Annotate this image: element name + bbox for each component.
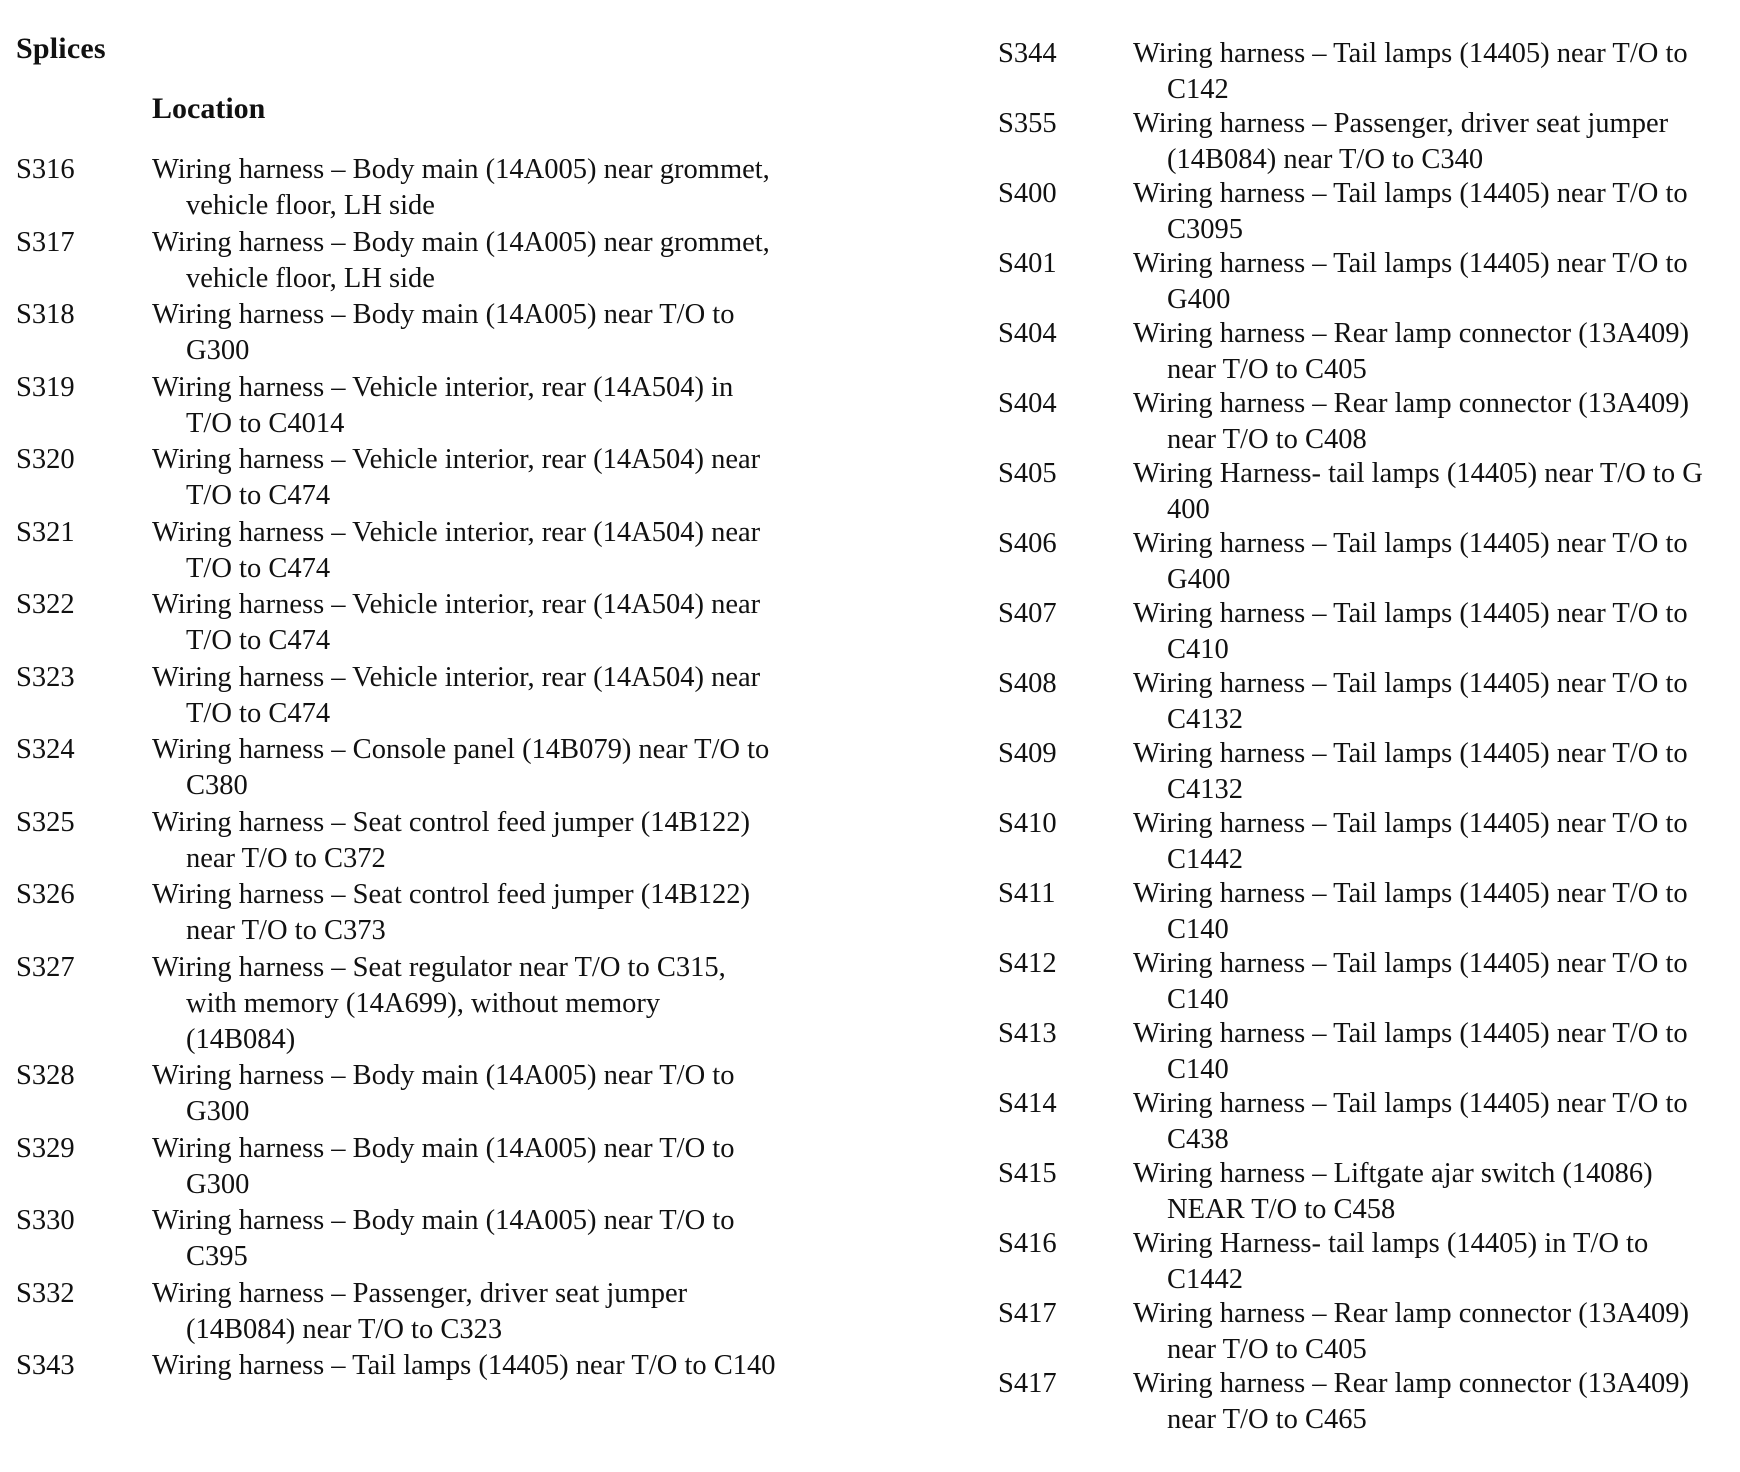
splice-code: S412 — [998, 948, 1057, 979]
splice-row — [16, 225, 876, 298]
splice-location: Wiring harness – Seat control feed jumper (14B122) near T/O to C372 — [152, 806, 750, 874]
splice-location: Wiring harness – Tail lamps (14405) near T/O to C140 — [1133, 878, 1688, 945]
splice-code: S343 — [16, 1350, 75, 1381]
splice-row — [16, 1348, 876, 1421]
splice-row — [16, 1058, 876, 1131]
section-title: Splices — [16, 32, 106, 65]
splice-row — [16, 1276, 876, 1349]
splice-row — [998, 666, 1728, 736]
splice-row — [16, 732, 876, 805]
splice-code: S414 — [998, 1088, 1057, 1119]
splice-row — [998, 316, 1728, 386]
splice-code: S405 — [998, 458, 1057, 489]
splice-row — [998, 1016, 1728, 1086]
splice-row — [16, 515, 876, 588]
splice-code: S332 — [16, 1277, 75, 1309]
splice-location: Wiring harness – Rear lamp connector (13A409) near T/O to C408 — [1133, 388, 1690, 455]
left-splice-list — [16, 152, 876, 1421]
location-column-header: Location — [152, 92, 266, 125]
splice-row — [16, 877, 876, 950]
splice-location: Wiring harness – Passenger, driver seat jumper (14B084) near T/O to C323 — [152, 1277, 688, 1345]
splice-location: Wiring harness – Rear lamp connector (13A409) near T/O to C465 — [1133, 1368, 1690, 1435]
splice-code: S324 — [16, 734, 75, 765]
splice-row — [16, 805, 876, 878]
splice-location: Wiring harness – Tail lamps (14405) near T/O to C140 — [1133, 948, 1688, 1015]
splice-location: Wiring harness – Body main (14A005) near T/O to G300 — [152, 299, 735, 366]
splice-location: Wiring harness – Tail lamps (14405) near T/O to C140 — [152, 1350, 776, 1381]
splice-location: Wiring harness – Rear lamp connector (13A409) near T/O to C405 — [1133, 1298, 1690, 1365]
splice-code: S410 — [998, 808, 1057, 839]
splice-location: Wiring harness – Body main (14A005) near grommet, vehicle floor, LH side — [152, 226, 770, 294]
splice-row — [998, 1156, 1728, 1226]
splice-code: S330 — [16, 1205, 75, 1236]
splice-location: Wiring harness – Tail lamps (14405) near T/O to C4132 — [1133, 738, 1688, 805]
splice-location: Wiring harness – Tail lamps (14405) near T/O to C410 — [1133, 598, 1688, 665]
splice-location: Wiring Harness- tail lamps (14405) near T/O to G 400 — [1133, 458, 1703, 525]
splice-location: Wiring harness – Vehicle interior, rear (14A504) near T/O to C474 — [152, 444, 761, 511]
splice-location: Wiring harness – Tail lamps (14405) near T/O to C3095 — [1133, 178, 1688, 245]
splice-code: S344 — [998, 38, 1057, 69]
splice-row — [16, 950, 876, 1059]
splice-location: Wiring harness – Vehicle interior, rear (14A504) near T/O to C474 — [152, 516, 761, 584]
splice-code: S326 — [16, 879, 75, 910]
splice-code: S416 — [998, 1228, 1057, 1259]
splice-code: S417 — [998, 1368, 1057, 1399]
splice-location: Wiring Harness- tail lamps (14405) in T/O to C1442 — [1133, 1228, 1649, 1295]
splice-row — [998, 36, 1728, 106]
splice-location: Wiring harness – Tail lamps (14405) near T/O to C140 — [1133, 1018, 1688, 1085]
splice-location: Wiring harness – Body main (14A005) near T/O to G300 — [152, 1060, 735, 1127]
splice-row — [998, 386, 1728, 456]
splice-code: S409 — [998, 738, 1057, 769]
splice-code: S415 — [998, 1158, 1057, 1189]
splice-location: Wiring harness – Tail lamps (14405) near T/O to G400 — [1133, 248, 1688, 315]
splice-code: S404 — [998, 388, 1057, 419]
splice-row — [998, 596, 1728, 666]
splice-location: Wiring harness – Passenger, driver seat jumper (14B084) near T/O to C340 — [1133, 108, 1669, 175]
splice-code: S321 — [16, 516, 75, 548]
splice-code: S328 — [16, 1060, 75, 1091]
splice-location: Wiring harness – Tail lamps (14405) near T/O to C4132 — [1133, 668, 1688, 735]
splice-location: Wiring harness – Rear lamp connector (13A409) near T/O to C405 — [1133, 318, 1690, 385]
splice-row — [998, 736, 1728, 806]
splice-location: Wiring harness – Liftgate ajar switch (14086) NEAR T/O to C458 — [1133, 1158, 1653, 1225]
splice-code: S413 — [998, 1018, 1057, 1049]
splice-code: S407 — [998, 598, 1057, 629]
splice-row — [16, 297, 876, 370]
splice-code: S318 — [16, 299, 75, 330]
splice-row — [998, 946, 1728, 1016]
splice-location: Wiring harness – Seat regulator near T/O to C315, with memory (14A699), without memory (14B084) — [152, 951, 726, 1055]
splice-code: S411 — [998, 878, 1056, 909]
splice-row — [16, 152, 876, 225]
splice-row — [998, 456, 1728, 526]
splice-location: Wiring harness – Vehicle interior, rear (14A504) in T/O to C4014 — [152, 371, 734, 439]
splice-row — [998, 106, 1728, 176]
splice-row — [998, 1366, 1728, 1436]
splice-code: S316 — [16, 154, 75, 185]
splice-location: Wiring harness – Vehicle interior, rear (14A504) near T/O to C474 — [152, 661, 761, 729]
splice-code: S322 — [16, 589, 75, 620]
splice-code: S317 — [16, 226, 75, 258]
right-splice-list — [998, 36, 1728, 1436]
splice-code: S319 — [16, 371, 75, 403]
splice-row — [998, 806, 1728, 876]
splice-code: S325 — [16, 806, 75, 838]
splice-code: S417 — [998, 1298, 1057, 1329]
splice-row — [998, 246, 1728, 316]
splice-row — [16, 587, 876, 660]
splice-location: Wiring harness – Tail lamps (14405) near T/O to C1442 — [1133, 808, 1688, 875]
splice-code: S406 — [998, 528, 1057, 559]
splice-row — [998, 526, 1728, 596]
splice-row — [16, 442, 876, 515]
splice-row — [998, 1296, 1728, 1366]
splice-location: Wiring harness – Tail lamps (14405) near T/O to C438 — [1133, 1088, 1688, 1155]
splice-row — [16, 1203, 876, 1276]
splice-location: Wiring harness – Tail lamps (14405) near T/O to C142 — [1133, 38, 1688, 105]
splice-location: Wiring harness – Tail lamps (14405) near T/O to G400 — [1133, 528, 1688, 595]
splice-row — [16, 370, 876, 443]
splice-location: Wiring harness – Body main (14A005) near T/O to C395 — [152, 1205, 735, 1272]
splice-row — [998, 876, 1728, 946]
splice-code: S327 — [16, 951, 75, 983]
splice-row — [998, 1226, 1728, 1296]
splice-location: Wiring harness – Body main (14A005) near T/O to G300 — [152, 1132, 735, 1200]
splice-row — [16, 1131, 876, 1204]
splice-code: S408 — [998, 668, 1057, 699]
splice-code: S329 — [16, 1132, 75, 1164]
splice-row — [998, 1086, 1728, 1156]
splice-code: S355 — [998, 108, 1057, 139]
splice-code: S320 — [16, 444, 75, 475]
splice-code: S323 — [16, 661, 75, 693]
splice-row — [998, 176, 1728, 246]
splice-location: Wiring harness – Body main (14A005) near grommet, vehicle floor, LH side — [152, 154, 770, 221]
splice-location: Wiring harness – Seat control feed jumper (14B122) near T/O to C373 — [152, 879, 750, 946]
splice-row — [16, 660, 876, 733]
splice-location: Wiring harness – Console panel (14B079) near T/O to C380 — [152, 734, 770, 801]
splice-location: Wiring harness – Vehicle interior, rear (14A504) near T/O to C474 — [152, 589, 761, 656]
splice-code: S401 — [998, 248, 1057, 279]
splice-code: S404 — [998, 318, 1057, 349]
splice-code: S400 — [998, 178, 1057, 209]
